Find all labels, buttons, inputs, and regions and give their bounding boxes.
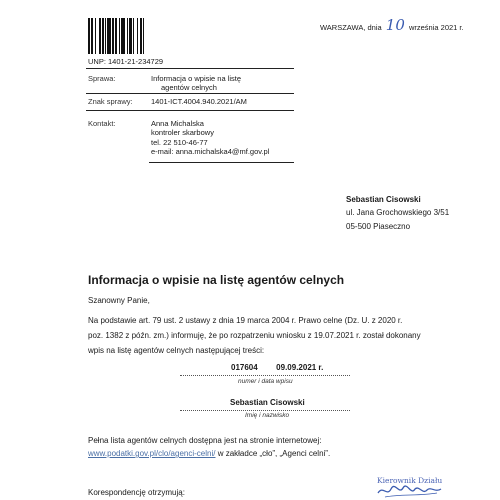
person-underline <box>180 410 350 411</box>
sprawa-label: Sprawa: <box>88 74 116 83</box>
sprawa-value-line2: agentów celnych <box>161 83 217 93</box>
entry-number: 017604 <box>231 363 258 372</box>
barcode-bar <box>144 18 146 54</box>
date-month-year: września 2021 r. <box>408 23 464 32</box>
recipient-block <box>346 195 449 232</box>
body-paragraph <box>88 313 478 358</box>
full-list-text: Pełna lista agentów celnych dostępna jest na stronie internetowej: <box>88 436 322 445</box>
sprawa-value-line1: Informacja o wpisie na listę <box>151 74 242 83</box>
meta-divider-top <box>86 68 294 69</box>
entry-underline <box>180 375 350 376</box>
kontakt-position: kontroler skarbowy <box>151 128 214 138</box>
kontakt-email[interactable]: e-mail: anna.michalska4@mf.gov.pl <box>151 147 270 157</box>
kontakt-details <box>151 119 269 157</box>
date-line <box>320 16 464 35</box>
date-prefix: WARSZAWA, dnia <box>320 23 382 32</box>
link-line <box>88 449 330 459</box>
recipient-name: Sebastian Cisowski <box>346 195 421 204</box>
stamp-title: Kierownik Działu <box>377 476 443 485</box>
znak-label: Znak sprawy: <box>88 97 133 106</box>
recipients-label: Korespondencję otrzymują: <box>88 488 185 497</box>
date-day-handwritten: 10 <box>385 16 405 34</box>
sprawa-value <box>151 74 241 93</box>
recipient-city: 05-500 Piaseczno <box>346 221 411 231</box>
entry-date: 09.09.2021 r. <box>276 363 324 372</box>
body-line-2: poz. 1382 z późn. zm.) informuję, że po rozpatrzeniu wniosku z 19.07.2021 r. został dokonany <box>88 331 421 340</box>
letter-title: Informacja o wpisie na listę agentów celnych <box>88 273 345 287</box>
body-line-3: wpis na listę agentów celnych następującej treści: <box>88 346 265 355</box>
meta-divider-bottom <box>86 110 294 111</box>
link-suffix: w zakładce „cło”, „Agenci celni”. <box>215 449 331 458</box>
salutation: Szanowny Panie, <box>88 296 150 305</box>
agents-list-link[interactable]: www.podatki.gov.pl/clo/agenci-celni/ <box>88 449 216 458</box>
body-line-1: Na podstawie art. 79 ust. 2 ustawy z dnia 19 marca 2004 r. Prawo celne (Dz. U. z 2020 r. <box>88 316 403 325</box>
handwritten-signature <box>375 483 445 500</box>
recipient-street: ul. Jana Grochowskiego 3/51 <box>346 208 450 218</box>
person-name: Sebastian Cisowski <box>230 398 305 407</box>
barcode <box>88 18 170 54</box>
kontakt-name: Anna Michalska <box>151 119 204 128</box>
entry-line <box>231 363 323 373</box>
unp-number: UNP: 1401-21-234729 <box>88 57 164 66</box>
znak-value: 1401-ICT.4004.940.2021/AM <box>151 97 247 106</box>
person-caption: Imię i nazwisko <box>245 412 290 419</box>
kontakt-label: Kontakt: <box>88 119 116 128</box>
entry-caption: numer i data wpisu <box>238 378 293 385</box>
kontakt-email-underline <box>149 162 294 163</box>
kontakt-phone: tel. 22 510-46-77 <box>151 137 208 147</box>
meta-divider-middle <box>86 93 294 94</box>
